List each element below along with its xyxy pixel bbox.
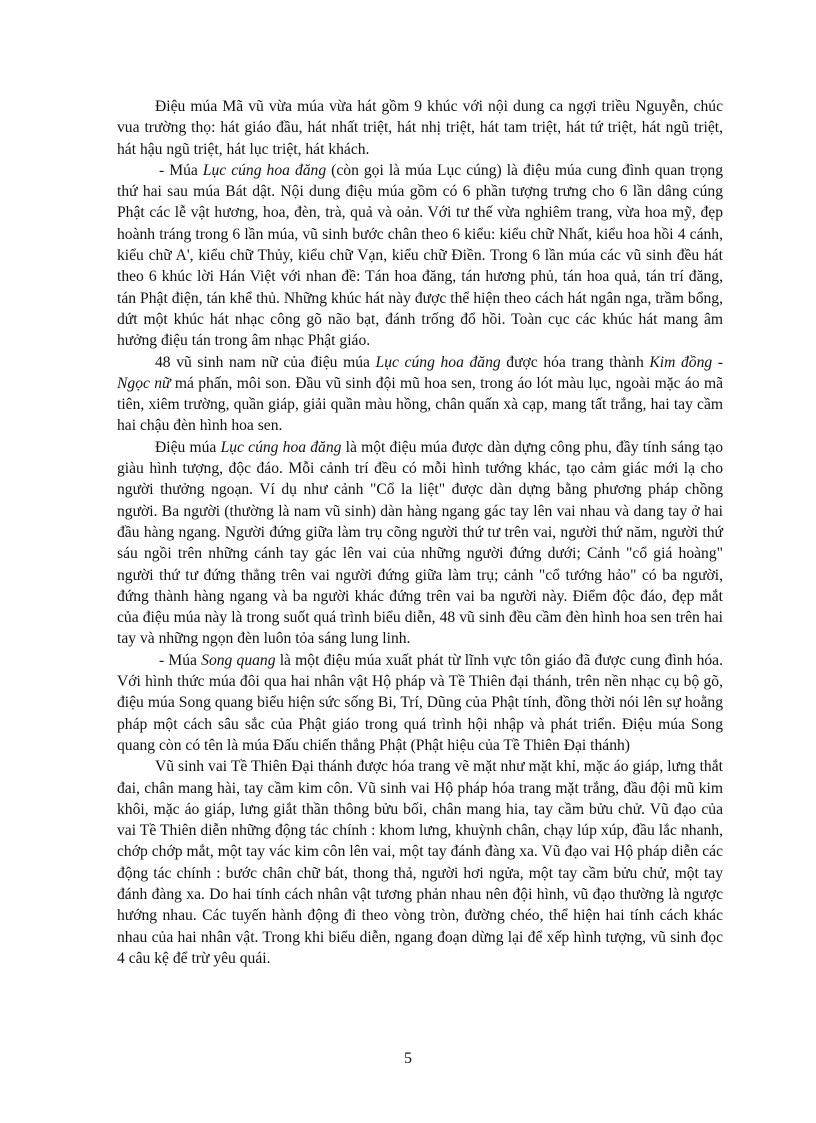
paragraph-body: là một điệu múa xuất phát từ lĩnh vực tôn giáo đã được cung đình hóa. Với hình thức múa đôi qua hai nhân vật Hộ pháp và Tề Thiên đại thánh, trên nền nhạc cụ bộ gõ, điệu múa Song quang biểu hiện sức sống Bi, Trí, Dũng của Phật tính, đồng thời nói lên sự hoằng pháp một cách sâu sắc của Phật giáo trong quá trình hội nhập và phát triển. Điệu múa Song quang còn có tên là múa Đấu chiến thắng Phật (Phật hiệu của Tề Thiên Đại thánh) [117, 651, 723, 754]
paragraph-vu-sinh-vai: Vũ sinh vai Tề Thiên Đại thánh được hóa trang vẽ mặt như mặt khỉ, mặc áo giáp, lưng thắt đai, chân mang hài, tay cầm kim côn. Vũ sinh vai Hộ pháp hóa trang mặt trắng, đầu đội mũ kim khôi, mặc áo giáp, lưng giắt thần thông bửu bối, chân mang hia, tay cầm bửu chử. Vũ đạo của vai Tề Thiên diễn những động tác chính : khom lưng, khuỳnh chân, chạy lúp xúp, đầu lắc nhanh, chớp chớp mắt, một tay vác kim côn lên vai, một tay đánh đàng xa. Vũ đạo vai Hộ pháp diễn các động tác chính : bước chân chữ bát, thong thả, người hơi ngửa, một tay cầm bửu chử, một tay đánh đàng xa. Do hai tính cách nhân vật tương phản nhau nên đội hình, vũ đạo thường là ngược hướng nhau. Các tuyến hành động đi theo vòng tròn, đường chéo, thể hiện hai tính cách khác nhau của hai nhân vật. Trong khi biểu diễn, ngang đoạn dừng lại để xếp hình tượng, vũ sinh đọc 4 câu kệ để trừ yêu quái. [117, 758, 723, 967]
dance-title-luc-cung-hoa-dang: Lục cúng hoa đăng [220, 438, 342, 456]
paragraph-body: má phấn, môi son. Đầu vũ sinh đội mũ hoa sen, trong áo lót màu lục, ngoài mặc áo mã tiên, xiêm trường, quần giáp, giải quần màu hồng, chân quấn xà cạp, mang tất trắng, hai tay cầm hai chậu đèn hình hoa sen. [117, 374, 723, 435]
paragraph-luc-cung-hoa-dang [117, 160, 723, 352]
paragraph-body: (còn gọi là múa Lục cúng) là điệu múa cung đình quan trọng thứ hai sau múa Bát dật. Nội dung điệu múa gồm có 6 phần tượng trưng cho 6 lần dâng cúng Phật các lễ vật hương, hoa, đèn, trà, quả và oản. Với tư thế vừa nghiêm trang, vừa hoa mỹ, đẹp hoành tráng trong 6 lần múa, vũ sinh bước chân theo 6 kiểu: kiểu chữ Nhất, kiểu hoa hồi 4 cánh, kiểu chữ A', kiểu chữ Thủy, kiểu chữ Vạn, kiểu chữ Điền. Trong 6 lần múa các vũ sinh đều hát theo 6 khúc lời Hán Việt với nhan đề: Tán hoa đăng, tán hương phủ, tán hoa quả, tán trí đăng, tán Phật điện, tán khể thủ. Những khúc hát này được thể hiện theo cách hát ngân nga, trầm bổng, dứt một khúc hát nhạc công gõ não bạt, đánh trống đổ hồi. Toàn cục các khúc hát mang âm hưởng điệu tán trong âm nhạc Phật giáo. [117, 161, 724, 350]
paragraph-dieu-mua-description [117, 437, 723, 650]
paragraph-body: là một điệu múa được dàn dựng công phu, đầy tính sáng tạo giàu hình tượng, độc đáo. Mỗi cảnh trí đều có mỗi hình tướng khác, tạo cảm giác mới lạ cho người thưởng ngoạn. Ví dụ như cảnh "Cổ la liệt" được dàn dựng bằng phương pháp chồng người. Ba người (thường là nam vũ sinh) dàn hàng ngang gác tay lên vai nhau và dang tay ở hai đầu hàng ngang. Người đứng giữa làm trụ cõng người thứ tư trên vai, người thứ năm, người thứ sáu ngồi trên những cánh tay gác lên vai của những người đứng dưới; Cảnh "cổ giá hoàng" người thứ tư đứng thẳng trên vai người đứng giữa làm trụ; cảnh "cổ tướng hảo" có ba người, đứng thành hàng ngang và ba người khác đứng trên vai ba người này. Điểm độc đáo, đẹp mắt của điệu múa này là trong suốt quá trình biểu diễn, 48 vũ sinh đều cầm đèn hình hoa sen trên hai tay và những ngọn đèn luôn tỏa sáng lung linh. [117, 438, 723, 648]
page-number: 5 [404, 1050, 412, 1067]
paragraph-song-quang [117, 650, 723, 756]
paragraph-prefix: - Múa [159, 651, 202, 669]
paragraph-prefix: 48 vũ sinh nam nữ của điệu múa [155, 353, 376, 371]
paragraph-prefix: - Múa [159, 161, 203, 179]
dance-title-luc-cung-hoa-dang: Lục cúng hoa đăng [375, 353, 501, 371]
paragraph-middle: được hóa trang thành [500, 353, 650, 371]
paragraph-48-vu-sinh [117, 352, 723, 437]
dance-title-song-quang: Song quang [201, 651, 276, 669]
dance-title-luc-cung-hoa-dang: Lục cúng hoa đăng [202, 161, 327, 179]
paragraph-ma-vu: Điệu múa Mã vũ vừa múa vừa hát gồm 9 khúc với nội dung ca ngợi triều Nguyễn, chúc vua trường thọ: hát giáo đầu, hát nhất triệt, hát nhị triệt, hát tam triệt, hát tứ triệt, hát ngũ triệt, hát hậu ngũ triệt, hát lục triệt, hát khách. [117, 98, 723, 158]
character-kim-dong-ngoc-nu: Kim đồng - Ngọc nữ [117, 353, 723, 392]
paragraph-prefix: Điệu múa [155, 438, 221, 456]
document-page [117, 96, 723, 969]
